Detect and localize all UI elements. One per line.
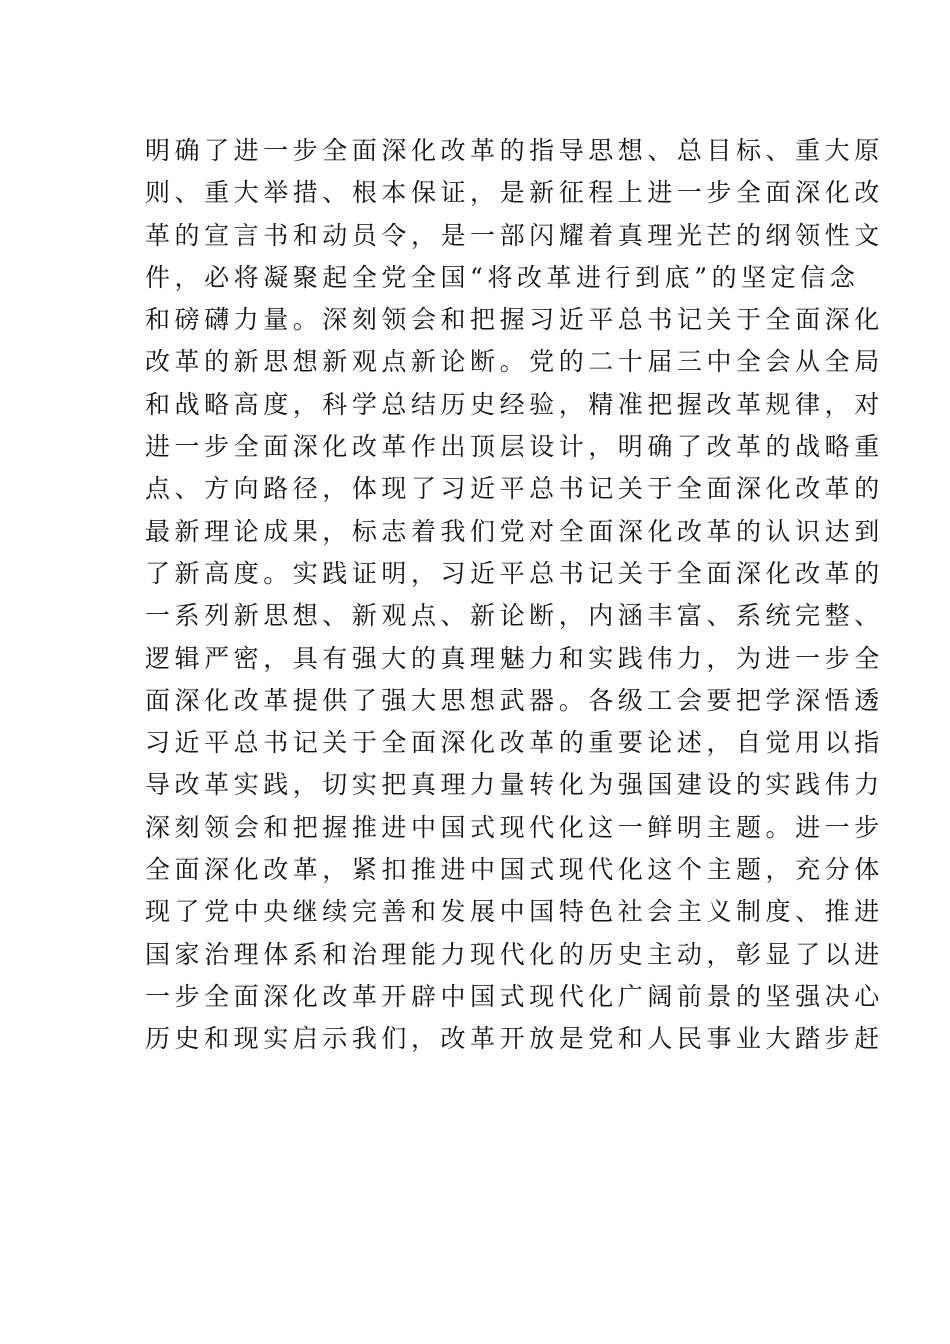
- body-text: [145, 130, 884, 1061]
- text-line: 则、重大举措、根本保证，是新征程上进一步全面深化改: [145, 178, 884, 208]
- text-line: 了新高度。实践证明，习近平总书记关于全面深化改革的: [145, 558, 884, 588]
- text-line: 件，必将凝聚起全党全国“将改革进行到底”的坚定信念: [145, 262, 860, 292]
- text-line: 进一步全面深化改革作出顶层设计，明确了改革的战略重: [145, 432, 884, 462]
- text-line: 明确了进一步全面深化改革的指导思想、总目标、重大原: [145, 136, 884, 165]
- text-line: 导改革实践，切实把真理力量转化为强国建设的实践伟力: [145, 770, 884, 800]
- text-line: 全面深化改革，紧扣推进中国式现代化这个主题，充分体: [145, 855, 884, 885]
- text-line: 和磅礴力量。深刻领会和把握习近平总书记关于全面深化: [145, 305, 884, 335]
- text-line: 历史和现实启示我们，改革开放是党和人民事业大踏步赶: [145, 1024, 884, 1054]
- text-line: 逻辑严密，具有强大的真理魅力和实践伟力，为进一步全: [145, 643, 884, 673]
- text-line: 革的宣言书和动员令，是一部闪耀着真理光芒的纲领性文: [145, 220, 884, 250]
- text-line: 深刻领会和把握推进中国式现代化这一鲜明主题。进一步: [145, 812, 884, 842]
- text-line: 面深化改革提供了强大思想武器。各级工会要把学深悟透: [145, 685, 884, 715]
- text-line: 一步全面深化改革开辟中国式现代化广阔前景的坚强决心: [145, 981, 884, 1011]
- text-line: 习近平总书记关于全面深化改革的重要论述，自觉用以指: [145, 728, 884, 758]
- text-line: 最新理论成果，标志着我们党对全面深化改革的认识达到: [145, 516, 884, 546]
- text-line: 点、方向路径，体现了习近平总书记关于全面深化改革的: [145, 474, 884, 504]
- text-line: 国家治理体系和治理能力现代化的历史主动，彰显了以进: [145, 939, 884, 969]
- text-line: 改革的新思想新观点新论断。党的二十届三中全会从全局: [145, 347, 884, 377]
- text-line: 现了党中央继续完善和发展中国特色社会主义制度、推进: [145, 897, 884, 927]
- text-line: 和战略高度，科学总结历史经验，精准把握改革规律，对: [145, 389, 884, 419]
- text-line: 一系列新思想、新观点、新论断，内涵丰富、系统完整、: [145, 601, 884, 631]
